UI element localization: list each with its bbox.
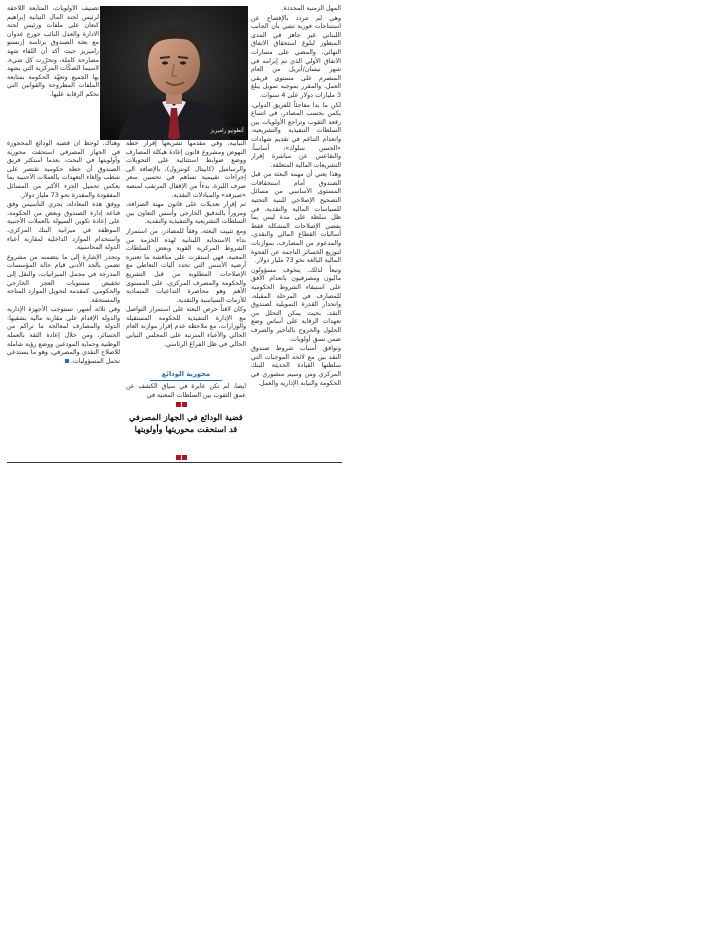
pull-quote: قضية الودائع في الجهاز المصرفي قد استحقت محوريتها وأولويتها [129,412,243,434]
bottom-divider [7,462,342,463]
paragraph: وهي لم تتردد بالإفصاح عن استنتاجات فورية تشي بأن الجانب اللبناني غير جاهز في المدى المنظور لبلوغ استحقاق الاتفاق النهائي، والمضي على مسارات الاتفاق الأولي الذي تم إبرامه في شهر نيسان/أبريل من العام المنصرم على مستوى فريقي العمل، والمقرر بموجبه تمويل يبلغ 3 مليارات دولار على 4 سنوات. [251,14,341,99]
paragraph: ومع تثبيت البعثة، وفقاً للمصادر، من استمرار بداء الاستجابة اللبنانية لهذه الحزمة من الشروط المركزية القوية وبعض السلطات المعنية، فهي استقرت على مناقشة ما تعتبره أرضية الأسس التي تحدد آليات التعاطي مع الإصلاحات المطلوبة من قبل التشريع والحكومة والمصرف المركزي، على المستوى الأهم وهو محاصرة التداعيات المتمادية للأزمات السياسية والنقدية. [126,227,246,304]
paragraph: وتوافق أسباب شروط صندوق النقد بين مع لائحة الموجبات التي سلطتها القيادة الحديثة للبنك المركزي ومن وسيم منصوري في الحكومة والنيابة الإدارية والعمل. [251,345,341,387]
paragraph: ثم إقرار تعديلات على قانون مهنة الصرافة، ومروراً بالتدقيق الخارجي وأسس التعاون بين السلطات التشريعية والتنفيذية والنقدية. [126,201,246,226]
paragraph: المهل الزمنية المحددة. [281,5,341,12]
end-of-article-mark [65,359,69,363]
decorative-square [182,402,187,407]
paragraph: تصنيف الأولويات، المتابعة اللاحقة لرئيس لجنة المال النيابية إبراهيم كنعان على ملفات ورئيس لجنة الادارة والعدل النائب جورج عدوان مع بعثة الصندوق برئاسة إرنستو راميريز حيث أكد أن اللقاء شهد مصارحة كاملة، وتحرّرت كل شيء، لاسيما الصكّات المركزية التي يشهد بها الجميع وتعهّد الحكومة بمتابعة الملفات المطروحة والقوانين التي تحكم الرقابة عليها. [7,5,99,98]
article-column-right [251,5,341,455]
paragraph: ايضاً، لم تكن عابرة في سياق الكشف عن عمق الثقوب بين السلطات المعنية في [126,383,246,399]
paragraph: النيابية، وفي مقدمها تشريعها إقرار خطة النهوض ومشروع قانون إعادة هيكلة المصارف ووضع ضوابط استثنائية على التحويلات والرساميل (كابيتال كونترول)، بالإضافة الى إجراءات تقييمية تساهم في تحسين سعر صرف الليرة، بدءاً من الإقفال المرتقب لمنصة «صيرفة» والمبادلات النقدية. [126,140,246,199]
paragraph: وكان لافتاً حرص البعثة على استمرار التواصل مع الإدارة التنفيذية للحكومة المستقيلة والوزارات، مع ملاحظة عدم إقرار موازنة العام الحالي والأعباء المترتبة على المجلس النيابي الحالي في ظل الفراغ الرئاسي. [126,306,246,348]
sub-heading: محورية الودائع [161,370,211,378]
paragraph: لكن ما بدا مفاجئاً للفريق الدولي، يكمن بحسب المصادر، في اتساع رقعة الثقوب وتراجع الأولويات بين السلطات التنفيذية والتشريعية، وانعدام التناغم في تقديم شهادات «الحسن سلوك»، أساساً، والتقاعس عن مباشرة إقرار التشريعات المالية المتعلقة. [251,101,341,169]
paragraph: وهناك، لوحظ أن قضية الودائع المحجوزة في الجهاز المصرفي استحقت محورية وأولويتها في البحث، بعدما استكثر فريق الصندوق أن خطة حكومية تقتصر على شطب وإلغاء التعهدات بالعملات الأجنبية بما يعكس تحميل الجزء الأكبر من المسائل المفقودة والمقدرة نحو 73 مليار دولار. [7,140,120,199]
decorative-square [182,455,187,460]
portrait-photo [100,6,248,140]
article-column-middle [126,140,246,370]
photo-caption: أنطونيو راميريز [208,127,246,136]
portrait-illustration [100,6,248,140]
sub-heading-rule [150,380,222,381]
paragraph: وتبعاً لذلك، يتخوف مسؤولون ماليون ومصرفيون بانعدام الأفق على استيفاء الشروط الحكومية للمصارف في المرحلة المقبلة، وانحدار القدرة التمويلية لصندوق النقد، بحيث يمكن التحلل من تعهدات الرقابة على أساس وضع الحلول والخروج بالتأخير والصرف ضمن نسق أولويات. [251,266,341,343]
paragraph: وتجدر الإشارة إلى ما يتضمنه من مشروع تضمن بالحد الأدنى قيام حالة المؤسسات المدرجة في مجمل الميزانيات، والنقل إلى تخفيض مستويات العجز الخارجي والحكومي، كمقدمة لتحويل الموارد المتاحة والمستحقة. [7,253,120,304]
article-column-left-top [7,5,99,135]
paragraph-text: وفي ثلاثة أشهر، تستوجب الأجهزة الإدارية والدولة الإقدام على مقاربة مالية بشقيها: الدولة والمصارف لمعالجة ما تراكم من الخسائر، ومن خلال إعادة الثقة بالعملة الوطنية وحماية المودعين ووضع رؤية شاملة للاصلاح النقدي والمصرفي، وهو ما يستدعي تحمل المسؤوليات. [7,306,120,365]
decorative-square [176,402,181,407]
article-column-left [7,140,120,460]
paragraph: وهذا يعني أن مهمة البعثة من قبل الصندوق أمام استحقاقات المستوى الأساسي من مسائل التصحيح الإصلاحي للبنية التحتية للسياسات المالية والنقدية، في ظل سلطة على مدة ليس بما يفضي الإصلاحات المشكلة فقط أساليات القطاع المالي والنقدي، والمدعوم من المصارف، بموازنات لتوزيع الخسائر الناجمة عن الفجوة المالية البالغة نحو 73 مليار دولار. [251,171,341,265]
paragraph [7,306,120,366]
paragraph: ووفق هذه المعادلة، يجري التأسيس وفق قناعة إدارة الصندوق وبعض من الحكومة، على إعادة تكوين السيولة بالعملات الأجنبية الموظفة في ميزانية البنك المركزي، واستخدام الموارد الداخلية لمقاربة أعباء الدولة المحاسبية. [7,201,120,252]
decorative-square [176,455,181,460]
